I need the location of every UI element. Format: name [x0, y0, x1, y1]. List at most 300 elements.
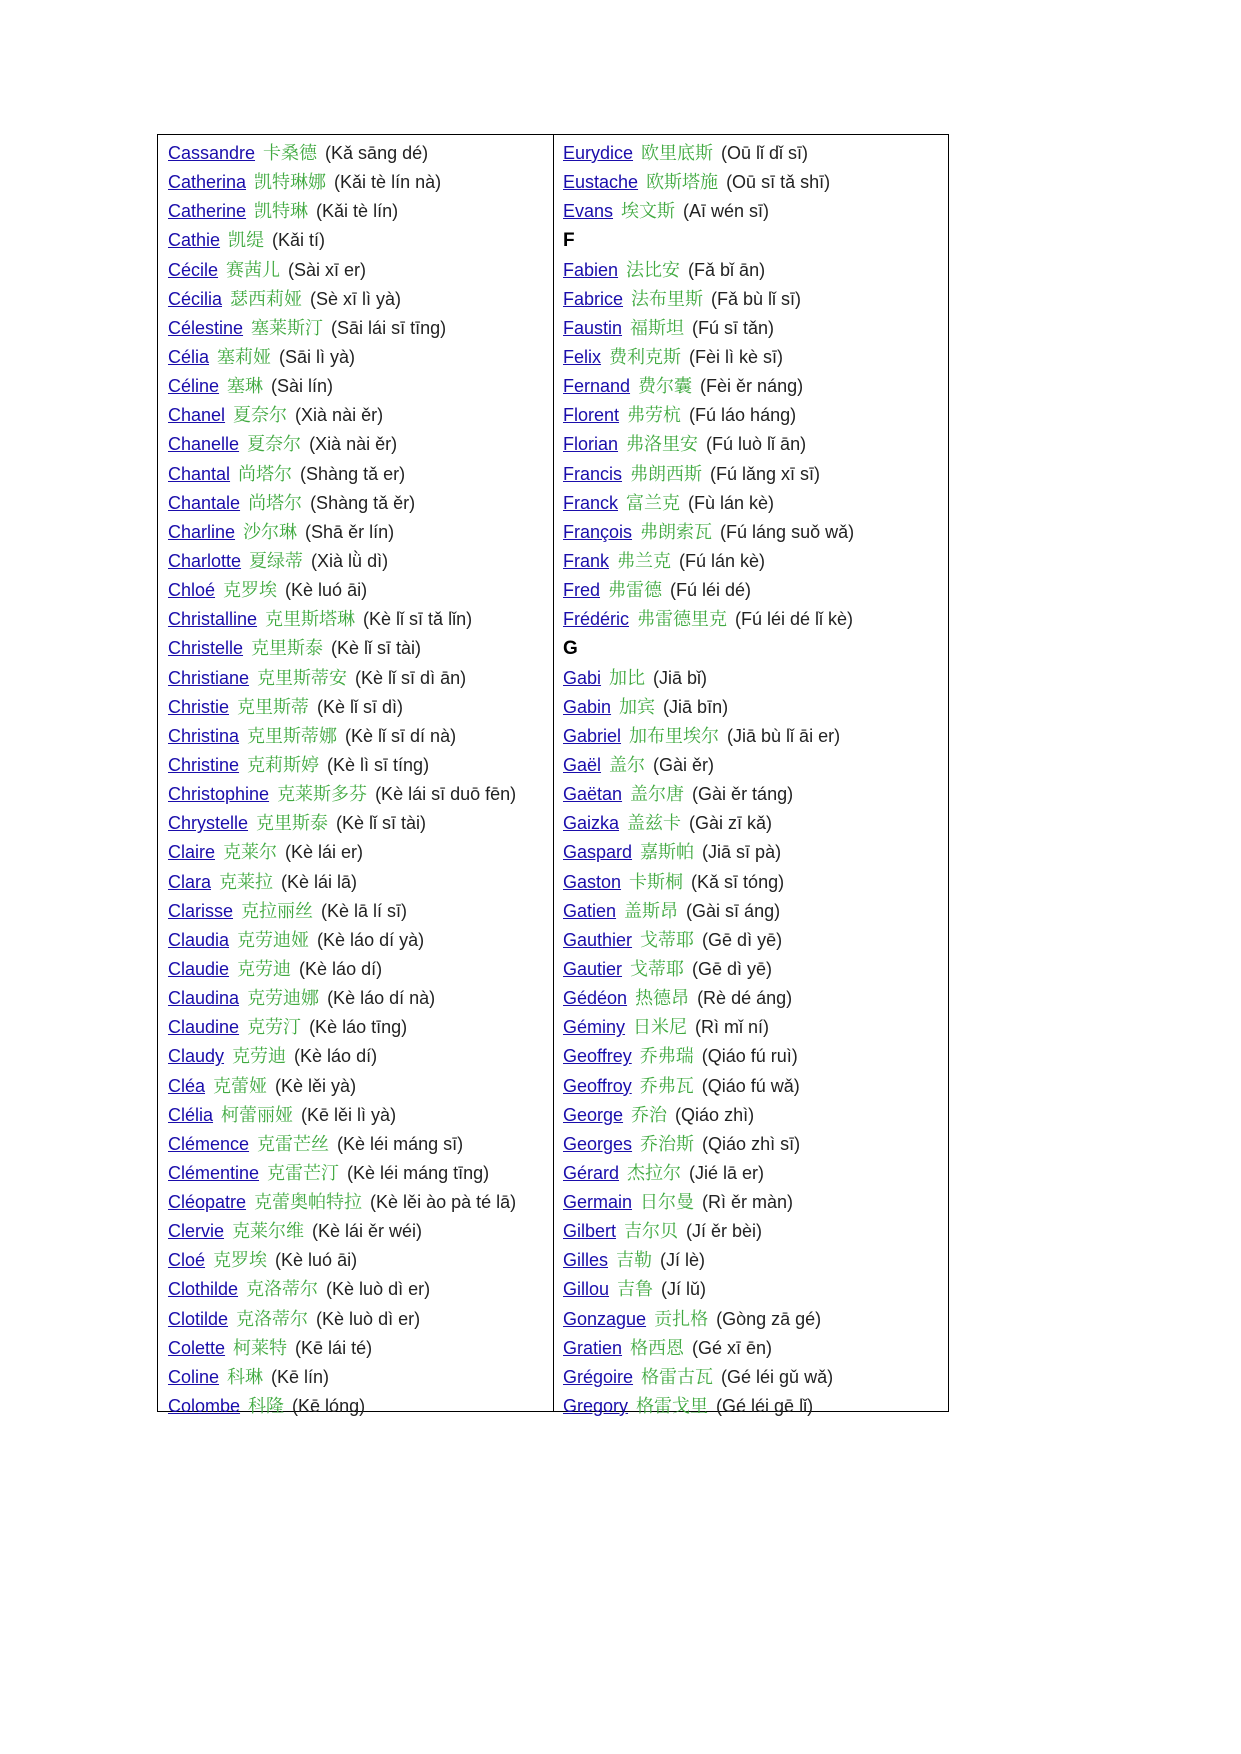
chinese-transliteration: 热德昂 — [635, 988, 690, 1010]
pinyin-reading: (Sài xī er) — [288, 259, 367, 280]
name-link[interactable]: Claudie — [168, 958, 230, 979]
name-link[interactable]: Gratien — [563, 1337, 623, 1358]
name-link[interactable]: Christophine — [168, 784, 270, 805]
pinyin-reading: (Sāi lái sī tīng) — [331, 317, 447, 338]
name-link[interactable]: Géminy — [563, 1017, 626, 1038]
name-link[interactable]: Chantal — [168, 463, 231, 484]
name-entry — [563, 401, 948, 430]
name-link[interactable]: Grégoire — [563, 1366, 634, 1387]
pinyin-reading: (Kè lái sī duō fēn) — [375, 784, 517, 805]
name-link[interactable]: Florent — [563, 405, 620, 426]
name-link[interactable]: Clotilde — [168, 1308, 229, 1329]
name-entry — [168, 751, 553, 780]
name-entry — [168, 489, 553, 518]
pinyin-reading: (Gé léi gǔ wǎ) — [721, 1366, 834, 1387]
name-link[interactable]: Cléa — [168, 1075, 206, 1096]
name-entry — [563, 1013, 948, 1042]
pinyin-reading: (Qiáo fú ruì) — [701, 1046, 798, 1067]
chinese-transliteration: 法布里斯 — [631, 288, 704, 310]
name-link[interactable]: George — [563, 1104, 624, 1125]
name-link[interactable]: Gauthier — [563, 929, 633, 950]
name-entry — [168, 460, 553, 489]
letter-heading — [563, 226, 948, 255]
name-entry — [563, 576, 948, 605]
chinese-transliteration: 弗兰克 — [617, 550, 672, 572]
pinyin-reading: (Kè lǐ sī dì ān) — [355, 667, 467, 688]
name-link[interactable]: Eustache — [563, 172, 639, 193]
chinese-transliteration: 盖尔唐 — [630, 784, 685, 806]
name-link[interactable]: Christina — [168, 725, 240, 746]
name-entry — [168, 1072, 553, 1101]
chinese-transliteration: 盖尔 — [609, 754, 646, 776]
pinyin-reading: (Oū lǐ dǐ sī) — [721, 143, 809, 163]
pinyin-reading: (Kè lì sī tíng) — [327, 754, 430, 775]
name-link[interactable]: Gilles — [563, 1250, 609, 1271]
name-link[interactable]: Clémence — [168, 1133, 250, 1154]
pinyin-reading: (Fú luò lǐ ān) — [706, 434, 807, 455]
name-link[interactable]: Coline — [168, 1366, 220, 1387]
pinyin-reading: (Kè lǐ sī tài) — [331, 638, 422, 659]
pinyin-reading: (Shā ěr lín) — [305, 521, 395, 542]
pinyin-reading: (Kè láo dí) — [299, 958, 383, 979]
name-link[interactable]: Clélia — [168, 1104, 214, 1125]
pinyin-reading: (Fǎ bǐ ān) — [688, 259, 766, 280]
pinyin-reading: (Fú láng suǒ wǎ) — [720, 521, 855, 542]
chinese-transliteration: 乔弗瓦 — [639, 1075, 694, 1097]
name-link[interactable]: Gédéon — [563, 988, 628, 1009]
name-link[interactable]: Catherina — [168, 172, 247, 193]
chinese-transliteration: 弗雷德 — [608, 580, 663, 602]
pinyin-reading: (Fèi lì kè sī) — [689, 346, 784, 367]
name-link[interactable]: Céline — [168, 376, 220, 397]
name-entry — [563, 1334, 948, 1363]
name-entry — [168, 372, 553, 401]
pinyin-reading: (Jí lǔ) — [661, 1279, 707, 1300]
name-entry — [563, 1217, 948, 1246]
name-entry — [168, 1246, 553, 1275]
name-link[interactable]: Gregory — [563, 1396, 629, 1417]
name-entry — [563, 984, 948, 1013]
name-entry — [563, 955, 948, 984]
pinyin-reading: (Kè léi máng sī) — [337, 1133, 464, 1154]
name-link[interactable]: Chantale — [168, 492, 241, 513]
name-entry — [168, 809, 553, 838]
name-link[interactable]: Chloé — [168, 580, 216, 601]
pinyin-reading: (Fú lán kè) — [679, 550, 766, 571]
name-link[interactable]: Cécilia — [168, 288, 223, 309]
chinese-transliteration: 日尔曼 — [640, 1192, 695, 1214]
pinyin-reading: (Kè lǐ sī tài) — [336, 813, 427, 834]
chinese-transliteration: 欧斯塔施 — [646, 172, 719, 194]
pinyin-reading: (Kè lái ěr wéi) — [312, 1221, 423, 1242]
names-table — [157, 134, 949, 1418]
pinyin-reading: (Fú léi dé) — [670, 580, 752, 601]
pinyin-reading: (Xià nài ěr) — [295, 405, 384, 426]
letter-heading-text: G — [563, 638, 578, 660]
name-link[interactable]: Faustin — [563, 317, 623, 338]
name-entry — [563, 168, 948, 197]
name-link[interactable]: Gillou — [563, 1279, 610, 1300]
pinyin-reading: (Jiā bǐ) — [653, 667, 708, 688]
pinyin-reading: (Kè lái er) — [285, 842, 364, 863]
name-entry — [168, 926, 553, 955]
pinyin-reading: (Shàng tǎ ěr) — [310, 492, 416, 513]
chinese-transliteration: 科隆 — [248, 1396, 285, 1418]
name-entry — [563, 809, 948, 838]
name-link[interactable]: Clervie — [168, 1221, 225, 1242]
name-link[interactable]: Célestine — [168, 317, 244, 338]
name-entry — [168, 1275, 553, 1304]
pinyin-reading: (Sè xī lì yà) — [310, 288, 402, 309]
name-link[interactable]: Fernand — [563, 376, 631, 397]
name-entry — [168, 1217, 553, 1246]
pinyin-reading: (Qiáo zhì) — [675, 1104, 755, 1125]
chinese-transliteration: 克里斯蒂娜 — [247, 725, 338, 747]
name-entry — [563, 547, 948, 576]
name-link[interactable]: Eurydice — [563, 143, 634, 163]
name-entry — [168, 1101, 553, 1130]
pinyin-reading: (Kē lóng) — [292, 1396, 366, 1417]
chinese-transliteration: 克莱尔维 — [232, 1221, 305, 1243]
chinese-transliteration: 弗朗西斯 — [630, 463, 703, 485]
chinese-transliteration: 尚塔尔 — [248, 492, 303, 514]
name-link[interactable]: Clarisse — [168, 900, 234, 921]
name-entry — [563, 197, 948, 226]
name-entry — [168, 1042, 553, 1071]
name-link[interactable]: Cathie — [168, 230, 221, 251]
chinese-transliteration: 瑟西莉娅 — [230, 288, 303, 310]
name-entry — [563, 372, 948, 401]
pinyin-reading: (Fèi ěr náng) — [700, 376, 804, 397]
chinese-transliteration: 凯特琳娜 — [254, 172, 327, 194]
pinyin-reading: (Kè luó āi) — [275, 1250, 358, 1271]
chinese-transliteration: 加比 — [609, 667, 646, 689]
name-entry — [168, 1363, 553, 1392]
name-entry — [168, 285, 553, 314]
name-link[interactable]: Claudy — [168, 1046, 225, 1067]
name-entry — [563, 430, 948, 459]
name-link[interactable]: Georges — [563, 1133, 633, 1154]
chinese-transliteration: 卡斯桐 — [629, 871, 684, 893]
chinese-transliteration: 法比安 — [626, 259, 681, 281]
pinyin-reading: (Qiáo fú wǎ) — [701, 1075, 800, 1096]
name-link[interactable]: Gautier — [563, 958, 623, 979]
name-link[interactable]: Gonzague — [563, 1308, 647, 1329]
chinese-transliteration: 克里斯泰 — [251, 638, 324, 660]
name-link[interactable]: Gaston — [563, 871, 622, 892]
name-link[interactable]: Felix — [563, 346, 602, 367]
name-link[interactable]: Christiane — [168, 667, 250, 688]
name-link[interactable]: Christalline — [168, 609, 258, 630]
name-entry — [168, 1188, 553, 1217]
name-link[interactable]: Gaël — [563, 754, 602, 775]
name-link[interactable]: Colombe — [168, 1396, 241, 1417]
name-entry — [563, 780, 948, 809]
chinese-transliteration: 克雷芒汀 — [267, 1162, 340, 1184]
chinese-transliteration: 格西恩 — [630, 1337, 685, 1359]
name-link[interactable]: Florian — [563, 434, 619, 455]
name-link[interactable]: Claudina — [168, 988, 240, 1009]
chinese-transliteration: 富兰克 — [626, 492, 681, 514]
name-link[interactable]: Célia — [168, 346, 210, 367]
chinese-transliteration: 格雷古瓦 — [641, 1366, 714, 1388]
pinyin-reading: (Gē dì yē) — [692, 958, 773, 979]
name-link[interactable]: Claire — [168, 842, 216, 863]
name-entry — [168, 314, 553, 343]
pinyin-reading: (Qiáo zhì sī) — [702, 1133, 801, 1154]
name-link[interactable]: Christelle — [168, 638, 244, 659]
chinese-transliteration: 福斯坦 — [630, 317, 685, 339]
pinyin-reading: (Fú láo háng) — [689, 405, 797, 426]
pinyin-reading: (Rè dé áng) — [697, 988, 793, 1009]
pinyin-reading: (Kè lā lí sī) — [321, 900, 408, 921]
name-link[interactable]: Colette — [168, 1337, 226, 1358]
name-link[interactable]: Cassandre — [168, 143, 256, 163]
pinyin-reading: (Jiā bù lǐ āi er) — [727, 725, 841, 746]
chinese-transliteration: 乔弗瑞 — [639, 1046, 694, 1068]
name-link[interactable]: Geoffrey — [563, 1046, 632, 1067]
name-link[interactable]: Gabriel — [563, 725, 622, 746]
name-link[interactable]: Geoffroy — [563, 1075, 632, 1096]
name-entry — [563, 1275, 948, 1304]
chinese-transliteration: 塞莉娅 — [217, 346, 272, 368]
name-entry — [563, 1392, 948, 1421]
name-entry — [563, 868, 948, 897]
pinyin-reading: (Shàng tǎ er) — [300, 463, 406, 484]
name-link[interactable]: Cloé — [168, 1250, 206, 1271]
name-entry — [563, 838, 948, 867]
pinyin-reading: (Gòng zā gé) — [716, 1308, 822, 1329]
chinese-transliteration: 克雷芒丝 — [257, 1133, 330, 1155]
pinyin-reading: (Kè láo dí) — [294, 1046, 378, 1067]
name-link[interactable]: Claudia — [168, 929, 230, 950]
name-link[interactable]: Charlotte — [168, 550, 242, 571]
name-link[interactable]: Gabin — [563, 696, 612, 717]
name-link[interactable]: Franck — [563, 492, 619, 513]
chinese-transliteration: 沙尔琳 — [243, 521, 298, 543]
chinese-transliteration: 克拉丽丝 — [241, 900, 314, 922]
name-entry — [563, 722, 948, 751]
name-entry — [563, 1072, 948, 1101]
name-link[interactable]: Germain — [563, 1192, 633, 1213]
chinese-transliteration: 塞莱斯汀 — [251, 317, 324, 339]
chinese-transliteration: 戈蒂耶 — [630, 958, 685, 980]
pinyin-reading: (Aī wén sī) — [683, 201, 770, 222]
chinese-transliteration: 赛茜儿 — [226, 259, 281, 281]
chinese-transliteration: 吉尔贝 — [624, 1221, 679, 1243]
name-link[interactable]: Gérard — [563, 1162, 620, 1183]
name-entry — [168, 984, 553, 1013]
name-link[interactable]: Chrystelle — [168, 813, 249, 834]
pinyin-reading: (Kǎi tè lín) — [316, 201, 399, 222]
name-link[interactable]: Fabrice — [563, 288, 624, 309]
pinyin-reading: (Kē lái té) — [295, 1337, 373, 1358]
chinese-transliteration: 埃文斯 — [621, 201, 676, 223]
chinese-transliteration: 凯特琳 — [254, 201, 309, 223]
chinese-transliteration: 克蕾娅 — [213, 1075, 268, 1097]
chinese-transliteration: 克莱斯多芬 — [277, 784, 368, 806]
name-entry — [563, 1159, 948, 1188]
name-link[interactable]: Gilbert — [563, 1221, 617, 1242]
pinyin-reading: (Kè lǐ sī dí nà) — [345, 725, 457, 746]
pinyin-reading: (Jí ěr bèi) — [686, 1221, 763, 1242]
name-link[interactable]: Gaëtan — [563, 784, 623, 805]
pinyin-reading: (Fù lán kè) — [688, 492, 775, 513]
name-link[interactable]: Gabi — [563, 667, 602, 688]
name-link[interactable]: Evans — [563, 201, 614, 222]
name-entry — [168, 955, 553, 984]
pinyin-reading: (Kè lěi ào pà té lā) — [370, 1192, 517, 1213]
chinese-transliteration: 克里斯塔琳 — [265, 609, 356, 631]
pinyin-reading: (Kè lěi yà) — [275, 1075, 357, 1096]
name-entry — [563, 926, 948, 955]
name-entry — [563, 693, 948, 722]
name-entry — [168, 430, 553, 459]
chinese-transliteration: 克劳迪 — [232, 1046, 287, 1068]
name-link[interactable]: Frédéric — [563, 609, 630, 630]
name-link[interactable]: Gaizka — [563, 813, 620, 834]
name-entry — [563, 1101, 948, 1130]
pinyin-reading: (Kè láo dí nà) — [327, 988, 436, 1009]
chinese-transliteration: 克蕾奥帕特拉 — [254, 1192, 363, 1214]
chinese-transliteration: 盖兹卡 — [627, 813, 682, 835]
pinyin-reading: (Sāi lì yà) — [279, 346, 356, 367]
name-link[interactable]: Christie — [168, 696, 230, 717]
chinese-transliteration: 柯蕾丽娅 — [221, 1104, 294, 1126]
name-entry — [168, 664, 553, 693]
name-link[interactable]: Gaspard — [563, 842, 633, 863]
name-entry — [168, 401, 553, 430]
name-entry — [563, 605, 948, 634]
name-link[interactable]: Chanelle — [168, 434, 240, 455]
name-link[interactable]: Frank — [563, 550, 610, 571]
pinyin-reading: (Jiā sī pà) — [702, 842, 782, 863]
chinese-transliteration: 克罗埃 — [223, 580, 278, 602]
chinese-transliteration: 盖斯昂 — [624, 900, 679, 922]
pinyin-reading: (Jí lè) — [660, 1250, 706, 1271]
name-entry — [563, 460, 948, 489]
chinese-transliteration: 吉鲁 — [617, 1279, 654, 1301]
pinyin-reading: (Jiā bīn) — [663, 696, 729, 717]
chinese-transliteration: 克罗埃 — [213, 1250, 268, 1272]
letter-heading — [563, 634, 948, 663]
pinyin-reading: (Gé xī ēn) — [692, 1337, 773, 1358]
name-entry — [563, 139, 948, 168]
name-link[interactable]: François — [563, 521, 633, 542]
name-entry — [168, 634, 553, 663]
pinyin-reading: (Rì mǐ ní) — [695, 1017, 770, 1038]
name-entry — [168, 838, 553, 867]
pinyin-reading: (Kē lěi lì yà) — [301, 1104, 397, 1125]
name-link[interactable]: Clémentine — [168, 1162, 260, 1183]
name-entry — [563, 518, 948, 547]
name-entry — [563, 1188, 948, 1217]
name-entry — [168, 547, 553, 576]
name-entry — [168, 576, 553, 605]
pinyin-reading: (Kè lái lā) — [281, 871, 358, 892]
chinese-transliteration: 克里斯泰 — [256, 813, 329, 835]
name-link[interactable]: Charline — [168, 521, 236, 542]
pinyin-reading: (Kè lǐ sī tǎ lǐn) — [363, 609, 473, 630]
name-entry — [168, 780, 553, 809]
chinese-transliteration: 克里斯蒂安 — [257, 667, 348, 689]
pinyin-reading: (Kǎi tè lín nà) — [334, 172, 442, 193]
name-entry — [168, 1392, 553, 1421]
name-link[interactable]: Cléopatre — [168, 1192, 247, 1213]
chinese-transliteration: 克里斯蒂 — [237, 696, 310, 718]
name-link[interactable]: Christine — [168, 754, 240, 775]
pinyin-reading: (Fǎ bù lǐ sī) — [711, 288, 802, 309]
name-entry — [168, 1305, 553, 1334]
name-entry — [563, 664, 948, 693]
name-entry — [168, 722, 553, 751]
name-link[interactable]: Clara — [168, 871, 212, 892]
pinyin-reading: (Fú léi dé lǐ kè) — [735, 609, 854, 630]
pinyin-reading: (Xià nài ěr) — [309, 434, 398, 455]
right-column — [553, 135, 948, 1418]
chinese-transliteration: 吉勒 — [616, 1250, 653, 1272]
chinese-transliteration: 克洛蒂尔 — [236, 1308, 309, 1330]
chinese-transliteration: 克莉斯婷 — [247, 754, 320, 776]
name-entry — [168, 168, 553, 197]
name-link[interactable]: Cécile — [168, 259, 219, 280]
pinyin-reading: (Gē dì yē) — [702, 929, 783, 950]
pinyin-reading: (Kē lín) — [271, 1366, 330, 1387]
name-entry — [563, 1042, 948, 1071]
name-link[interactable]: Claudine — [168, 1017, 240, 1038]
chinese-transliteration: 克劳迪 — [237, 958, 292, 980]
chinese-transliteration: 夏绿蒂 — [249, 550, 304, 572]
chinese-transliteration: 弗雷德里克 — [637, 609, 728, 631]
pinyin-reading: (Jié lā er) — [689, 1162, 765, 1183]
pinyin-reading: (Kǎ sāng dé) — [325, 143, 429, 163]
chinese-transliteration: 凯缇 — [228, 230, 265, 252]
name-entry — [563, 256, 948, 285]
pinyin-reading: (Rì ěr màn) — [702, 1192, 794, 1213]
name-link[interactable]: Chanel — [168, 405, 226, 426]
chinese-transliteration: 弗劳杭 — [627, 405, 682, 427]
chinese-transliteration: 克洛蒂尔 — [246, 1279, 319, 1301]
chinese-transliteration: 加布里埃尔 — [629, 725, 720, 747]
name-link[interactable]: Catherine — [168, 201, 247, 222]
name-entry — [563, 751, 948, 780]
pinyin-reading: (Oū sī tǎ shī) — [726, 172, 831, 193]
pinyin-reading: (Gài ěr táng) — [692, 784, 794, 805]
name-entry — [168, 256, 553, 285]
name-entry — [168, 868, 553, 897]
left-column — [158, 135, 553, 1418]
name-link[interactable]: Clothilde — [168, 1279, 239, 1300]
chinese-transliteration: 格雷戈里 — [636, 1396, 709, 1418]
name-link[interactable]: Gatien — [563, 900, 617, 921]
name-entry — [168, 226, 553, 255]
chinese-transliteration: 夏奈尔 — [247, 434, 302, 456]
pinyin-reading: (Kè lǐ sī dì) — [317, 696, 404, 717]
name-entry — [563, 314, 948, 343]
pinyin-reading: (Kè láo tīng) — [309, 1017, 408, 1038]
chinese-transliteration: 费尔囊 — [638, 376, 693, 398]
pinyin-reading: (Gé léi gē lǐ) — [716, 1396, 814, 1417]
name-link[interactable]: Fabien — [563, 259, 619, 280]
pinyin-reading: (Kǎ sī tóng) — [691, 871, 785, 892]
letter-heading-text: F — [563, 230, 575, 252]
name-entry — [168, 343, 553, 372]
pinyin-reading: (Gài zī kǎ) — [689, 813, 773, 834]
chinese-transliteration: 贡扎格 — [654, 1308, 709, 1330]
name-link[interactable]: Fred — [563, 580, 601, 601]
chinese-transliteration: 克莱拉 — [219, 871, 274, 893]
name-link[interactable]: Francis — [563, 463, 623, 484]
